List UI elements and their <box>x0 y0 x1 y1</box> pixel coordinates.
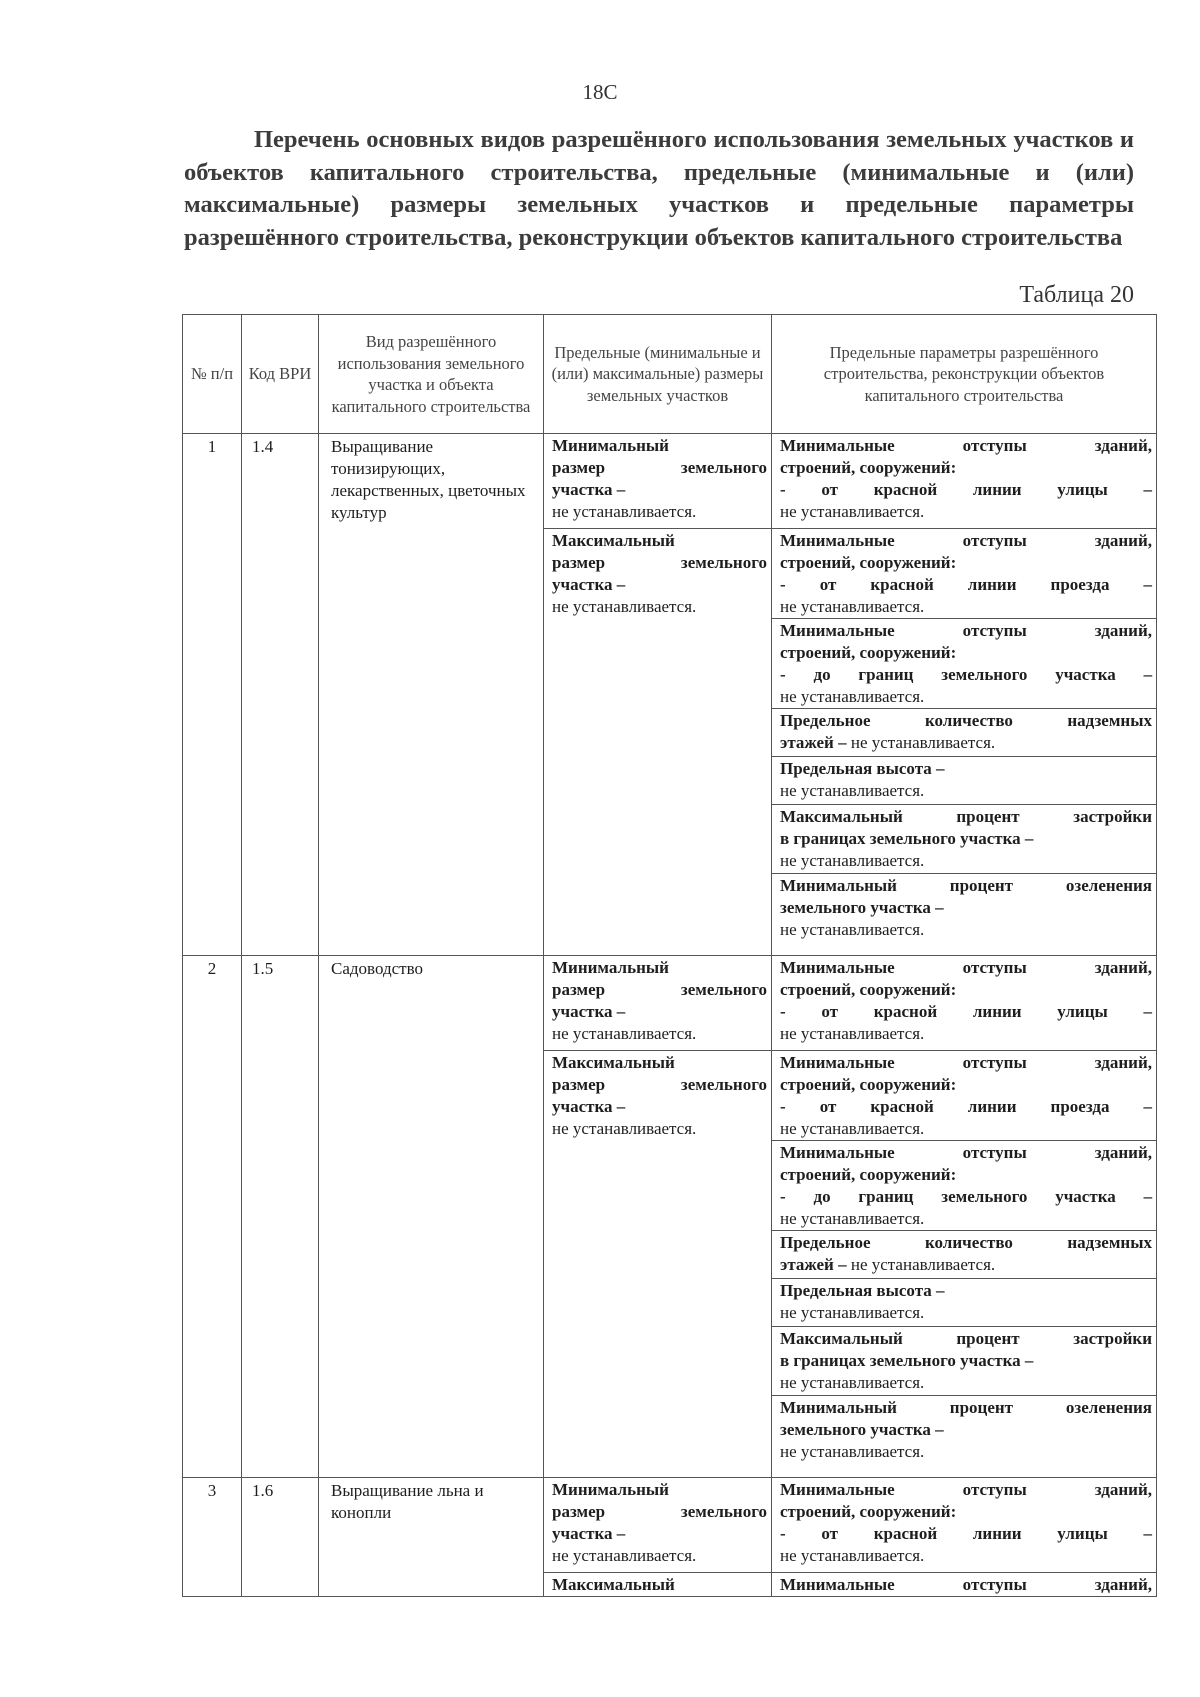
max-size: Максимальный размер земельного участка – не устанавливается. <box>552 531 767 616</box>
size-cell <box>544 956 772 1478</box>
setback-passage: Минимальные отступы зданий, строений, сооружений: - от красной линии проезда – не устанавливается. <box>772 529 1156 619</box>
row-number: 2 <box>183 956 242 1478</box>
parameters-cell <box>772 434 1157 956</box>
min-green-percent: Минимальный процент озеленения земельного участка – не устанавливается. <box>780 1398 1152 1461</box>
size-cell <box>544 1478 772 1597</box>
header-parameters: Предельные параметры разрешённого строительства, реконструкции объектов капитального строительства <box>772 315 1157 434</box>
row-kind: Выращивание льна и конопли <box>319 1478 544 1597</box>
max-size: Максимальный размер земельного участка – не устанавливается. <box>552 1053 767 1138</box>
max-size: Максимальный <box>552 1575 675 1594</box>
regulations-table <box>182 314 1157 1597</box>
max-builtup-percent: Максимальный процент застройки в границах земельного участка – не устанавливается. <box>772 805 1156 874</box>
table-label: Таблица 20 <box>1019 282 1134 308</box>
floors-limit: Предельное количество надземных этажей – не устанавливается. <box>772 1231 1156 1279</box>
height-limit: Предельная высота – не устанавливается. <box>772 757 1156 805</box>
parameters-cell <box>772 1478 1157 1597</box>
min-size: Минимальный размер земельного участка – не устанавливается. <box>544 1478 771 1573</box>
header-code: Код ВРИ <box>242 315 319 434</box>
setback-passage: Минимальные отступы зданий, <box>780 1575 1152 1594</box>
min-size: Минимальный размер земельного участка – не устанавливается. <box>544 434 771 529</box>
size-cell <box>544 434 772 956</box>
row-kind: Выращивание тонизирующих, лекарственных, цветочных культур <box>319 434 544 956</box>
min-size: Минимальный размер земельного участка – не устанавливается. <box>544 956 771 1051</box>
floors-limit: Предельное количество надземных этажей – не устанавливается. <box>772 709 1156 757</box>
header-num: № п/п <box>183 315 242 434</box>
page-number: 18С <box>582 80 618 104</box>
max-builtup-percent: Максимальный процент застройки в границах земельного участка – не устанавливается. <box>772 1327 1156 1396</box>
min-green-percent: Минимальный процент озеленения земельного участка – не устанавливается. <box>780 876 1152 939</box>
header-sizes: Предельные (минимальные и (или) максимальные) размеры земельных участков <box>544 315 772 434</box>
row-kind: Садоводство <box>319 956 544 1478</box>
setback-boundary: Минимальные отступы зданий, строений, сооружений: - до границ земельного участка – не устанавливается. <box>772 1141 1156 1231</box>
table-row <box>183 1478 1157 1597</box>
table-header-row <box>183 315 1157 434</box>
setback-street: Минимальные отступы зданий, строений, сооружений: - от красной линии улицы – не устанавливается. <box>772 1478 1156 1573</box>
row-code: 1.4 <box>242 434 319 956</box>
row-number: 3 <box>183 1478 242 1597</box>
row-number: 1 <box>183 434 242 956</box>
table-row <box>183 434 1157 956</box>
setback-street: Минимальные отступы зданий, строений, сооружений: - от красной линии улицы – не устанавливается. <box>772 956 1156 1051</box>
height-limit: Предельная высота – не устанавливается. <box>772 1279 1156 1327</box>
setback-street: Минимальные отступы зданий, строений, сооружений: - от красной линии улицы – не устанавливается. <box>772 434 1156 529</box>
table-row <box>183 956 1157 1478</box>
setback-passage: Минимальные отступы зданий, строений, сооружений: - от красной линии проезда – не устанавливается. <box>772 1051 1156 1141</box>
row-code: 1.5 <box>242 956 319 1478</box>
row-code: 1.6 <box>242 1478 319 1597</box>
document-heading: Перечень основных видов разрешённого использования земельных участков и объектов капитального строительства, предельные (минимальные и (или) максимальные) размеры земельных участков и предельные параметры разрешённого строительства, реконструкции объектов капитального строительства <box>184 126 1134 251</box>
parameters-cell <box>772 956 1157 1478</box>
header-kind: Вид разрешённого использования земельного участка и объекта капитального строительства <box>319 315 544 434</box>
setback-boundary: Минимальные отступы зданий, строений, сооружений: - до границ земельного участка – не устанавливается. <box>772 619 1156 709</box>
